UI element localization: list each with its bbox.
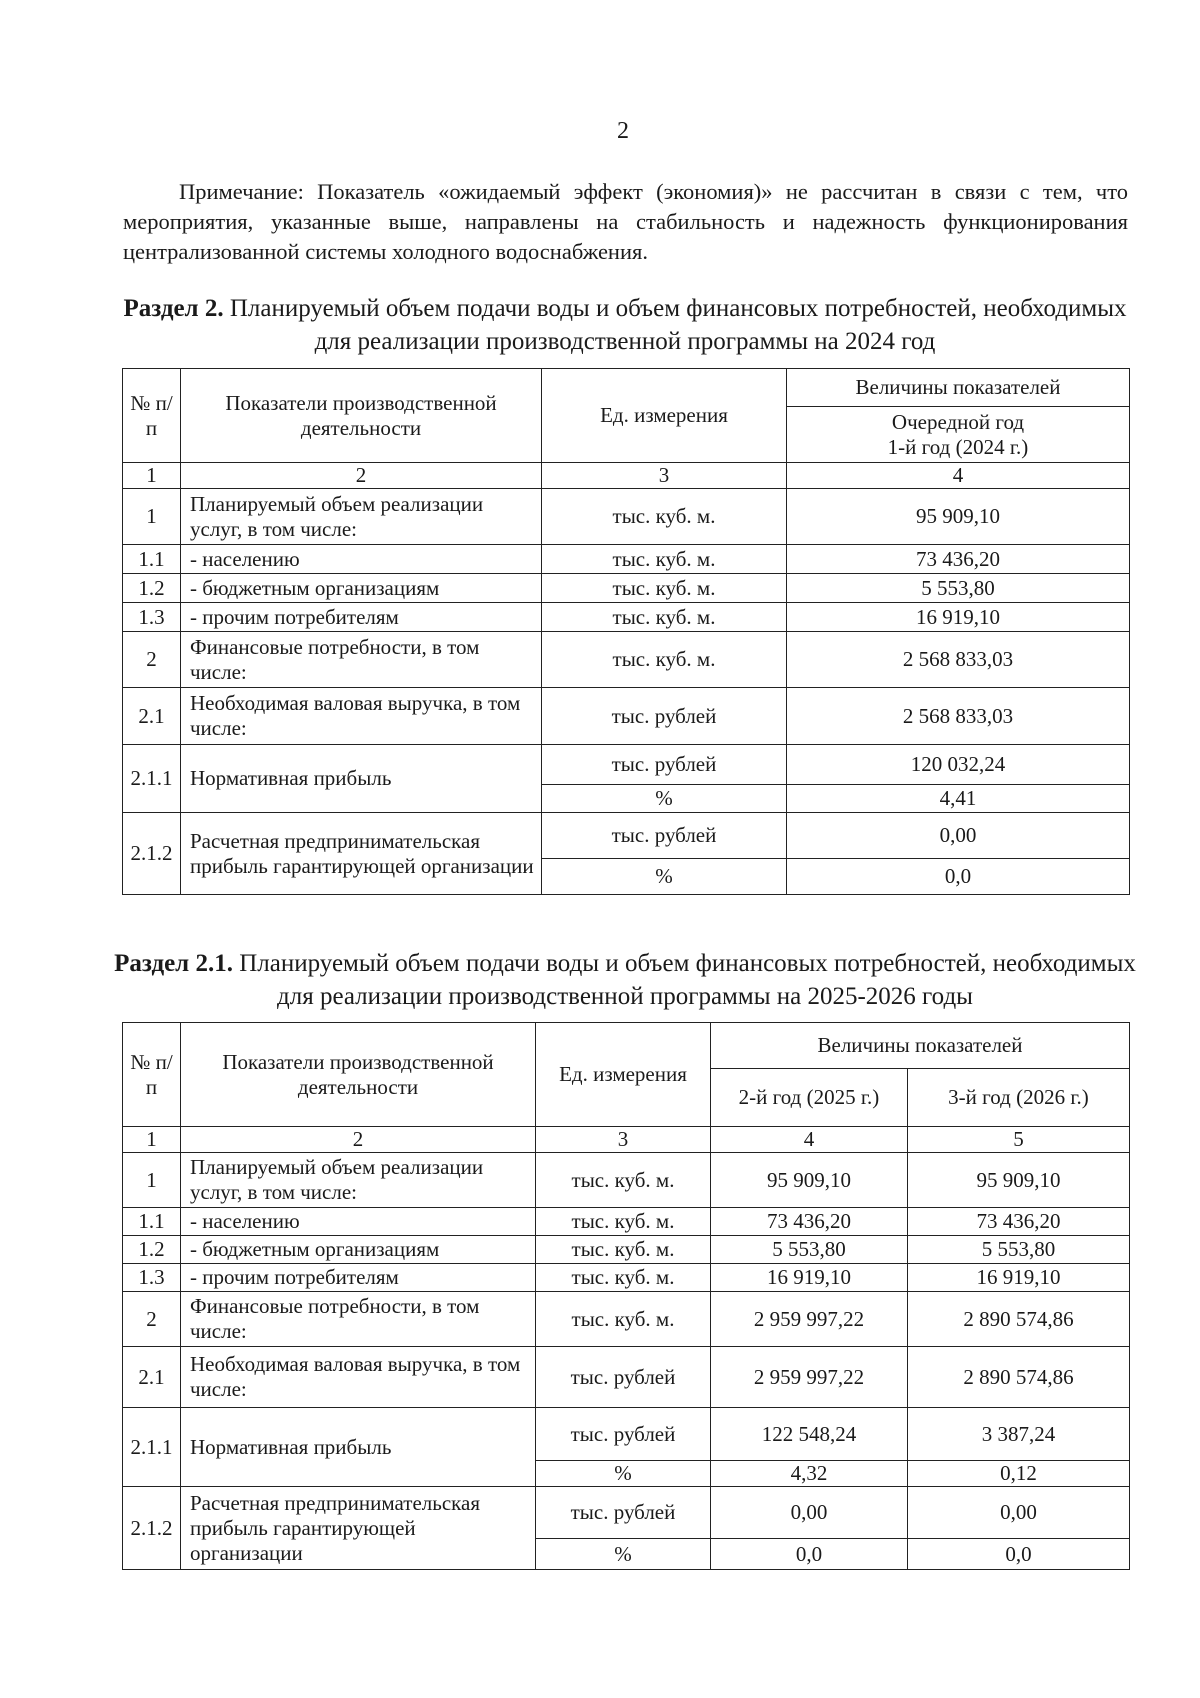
section-2-title-text: Планируемый объем подачи воды и объем финансовых потребностей, необходимых для реализации производственной программы на 2024 год — [223, 295, 1127, 355]
header-indicator: Показатели производственной деятельности — [181, 1023, 536, 1127]
table-row — [123, 1347, 1130, 1408]
row-unit: тыс. куб. м. — [542, 545, 787, 574]
row-indicator: - прочим потребителям — [181, 1264, 536, 1292]
row-unit: тыс. рублей — [536, 1408, 711, 1461]
row-value-2026: 0,0 — [908, 1539, 1130, 1570]
header-indicator: Показатели производственной деятельности — [181, 369, 542, 463]
row-value-2025: 2 959 997,22 — [711, 1347, 908, 1408]
header-unit: Ед. измерения — [536, 1023, 711, 1127]
row-unit: тыс. куб. м. — [542, 603, 787, 632]
section-2-1-label: Раздел 2.1. — [114, 950, 233, 977]
col-number: 4 — [787, 463, 1130, 489]
header-values: Величины показателей — [787, 369, 1130, 407]
section-2-1-table — [122, 1022, 1130, 1570]
section-2-title — [110, 292, 1140, 358]
row-num: 2.1 — [123, 1347, 181, 1408]
col-number: 3 — [542, 463, 787, 489]
row-indicator: Финансовые потребности, в том числе: — [181, 632, 542, 688]
row-indicator: Расчетная предпринимательская прибыль гарантирующей организации — [181, 813, 542, 895]
row-value-2026: 0,00 — [908, 1487, 1130, 1539]
row-num: 2 — [123, 632, 181, 688]
row-indicator: - населению — [181, 1208, 536, 1236]
row-num: 1 — [123, 489, 181, 545]
row-num: 2.1.2 — [123, 1487, 181, 1570]
row-value-2025: 122 548,24 — [711, 1408, 908, 1461]
col-number: 1 — [123, 1127, 181, 1153]
header-year-2: 2-й год (2025 г.) — [711, 1069, 908, 1127]
row-num: 1.2 — [123, 574, 181, 603]
table-row — [123, 688, 1130, 745]
row-value-2025: 2 959 997,22 — [711, 1292, 908, 1347]
row-indicator: Нормативная прибыль — [181, 1408, 536, 1487]
row-value-2026: 73 436,20 — [908, 1208, 1130, 1236]
row-value-2026: 5 553,80 — [908, 1236, 1130, 1264]
row-value-2026: 2 890 574,86 — [908, 1292, 1130, 1347]
row-value: 120 032,24 — [787, 745, 1130, 785]
row-unit: тыс. рублей — [542, 745, 787, 785]
table-row — [123, 545, 1130, 574]
row-indicator: - прочим потребителям — [181, 603, 542, 632]
row-value-2025: 16 919,10 — [711, 1264, 908, 1292]
section-2-1-title-text: Планируемый объем подачи воды и объем финансовых потребностей, необходимых для реализации производственной программы на 2025-2026 годы — [232, 950, 1136, 1010]
col-number: 5 — [908, 1127, 1130, 1153]
row-value-2026: 16 919,10 — [908, 1264, 1130, 1292]
row-indicator: - бюджетным организациям — [181, 574, 542, 603]
row-num: 1.1 — [123, 545, 181, 574]
row-num: 1.3 — [123, 1264, 181, 1292]
row-unit: тыс. куб. м. — [542, 489, 787, 545]
row-value-2025: 5 553,80 — [711, 1236, 908, 1264]
row-value: 2 568 833,03 — [787, 688, 1130, 745]
row-num: 1.3 — [123, 603, 181, 632]
row-unit: тыс. рублей — [536, 1347, 711, 1408]
row-value: 0,0 — [787, 859, 1130, 895]
row-value-2026: 3 387,24 — [908, 1408, 1130, 1461]
col-number: 3 — [536, 1127, 711, 1153]
row-value: 73 436,20 — [787, 545, 1130, 574]
row-indicator: Финансовые потребности, в том числе: — [181, 1292, 536, 1347]
col-number: 1 — [123, 463, 181, 489]
table-row — [123, 1264, 1130, 1292]
row-unit: тыс. куб. м. — [536, 1292, 711, 1347]
note-paragraph — [123, 177, 1128, 267]
row-value-2026: 2 890 574,86 — [908, 1347, 1130, 1408]
row-unit: тыс. куб. м. — [536, 1236, 711, 1264]
col-number: 2 — [181, 463, 542, 489]
row-unit: % — [536, 1461, 711, 1487]
row-value: 0,00 — [787, 813, 1130, 859]
row-value: 4,41 — [787, 785, 1130, 813]
table-row — [123, 1236, 1130, 1264]
header-values: Величины показателей — [711, 1023, 1130, 1069]
row-value-2026: 0,12 — [908, 1461, 1130, 1487]
row-value-2025: 73 436,20 — [711, 1208, 908, 1236]
row-num: 2.1.1 — [123, 745, 181, 813]
table-row — [123, 603, 1130, 632]
header-year-1 — [787, 407, 1130, 463]
header-unit: Ед. измерения — [542, 369, 787, 463]
row-num: 1 — [123, 1153, 181, 1208]
row-value: 95 909,10 — [787, 489, 1130, 545]
row-value: 5 553,80 — [787, 574, 1130, 603]
row-unit: тыс. куб. м. — [536, 1208, 711, 1236]
section-2-1-title — [110, 947, 1140, 1013]
note-text: Примечание: Показатель «ожидаемый эффект (экономия)» не рассчитан в связи с тем, что мероприятия, указанные выше, направлены на стабильность и надежность функционирования централизованной системы холодного водоснабжения. — [123, 179, 1128, 264]
row-indicator: - бюджетным организациям — [181, 1236, 536, 1264]
row-indicator: Необходимая валовая выручка, в том числе: — [181, 688, 542, 745]
header-num: № п/п — [123, 369, 181, 463]
row-value-2025: 95 909,10 — [711, 1153, 908, 1208]
row-value-2026: 95 909,10 — [908, 1153, 1130, 1208]
row-unit: % — [536, 1539, 711, 1570]
row-unit: тыс. куб. м. — [536, 1153, 711, 1208]
row-num: 1.1 — [123, 1208, 181, 1236]
table-row — [123, 1487, 1130, 1539]
header-year-1-line2: 1-й год (2024 г.) — [887, 434, 1029, 459]
row-num: 2.1.1 — [123, 1408, 181, 1487]
col-number: 2 — [181, 1127, 536, 1153]
table-row — [123, 1292, 1130, 1347]
header-num: № п/п — [123, 1023, 181, 1127]
section-2-label: Раздел 2. — [123, 295, 224, 322]
row-unit: тыс. рублей — [536, 1487, 711, 1539]
table-row — [123, 574, 1130, 603]
row-indicator: Планируемый объем реализации услуг, в том числе: — [181, 489, 542, 545]
row-unit: тыс. куб. м. — [542, 574, 787, 603]
row-indicator: Нормативная прибыль — [181, 745, 542, 813]
table-row — [123, 1208, 1130, 1236]
row-num: 2 — [123, 1292, 181, 1347]
row-value-2025: 0,0 — [711, 1539, 908, 1570]
row-unit: % — [542, 785, 787, 813]
table-row — [123, 1408, 1130, 1461]
row-num: 1.2 — [123, 1236, 181, 1264]
col-number: 4 — [711, 1127, 908, 1153]
header-year-3: 3-й год (2026 г.) — [908, 1069, 1130, 1127]
row-indicator: Необходимая валовая выручка, в том числе: — [181, 1347, 536, 1408]
table-row — [123, 745, 1130, 785]
row-num: 2.1 — [123, 688, 181, 745]
row-indicator: Планируемый объем реализации услуг, в том числе: — [181, 1153, 536, 1208]
row-unit: тыс. рублей — [542, 688, 787, 745]
row-value: 2 568 833,03 — [787, 632, 1130, 688]
table-row — [123, 1153, 1130, 1208]
section-2-table — [122, 368, 1130, 895]
row-num: 2.1.2 — [123, 813, 181, 895]
header-year-1-line1: Очередной год — [891, 409, 1025, 434]
table-row — [123, 632, 1130, 688]
row-value: 16 919,10 — [787, 603, 1130, 632]
row-value-2025: 4,32 — [711, 1461, 908, 1487]
table-row — [123, 813, 1130, 859]
row-indicator: - населению — [181, 545, 542, 574]
page-number: 2 — [617, 118, 629, 144]
table-row — [123, 489, 1130, 545]
row-unit: тыс. куб. м. — [542, 632, 787, 688]
row-value-2025: 0,00 — [711, 1487, 908, 1539]
row-unit: % — [542, 859, 787, 895]
row-unit: тыс. рублей — [542, 813, 787, 859]
row-unit: тыс. куб. м. — [536, 1264, 711, 1292]
row-indicator: Расчетная предпринимательская прибыль гарантирующей организации — [181, 1487, 536, 1570]
